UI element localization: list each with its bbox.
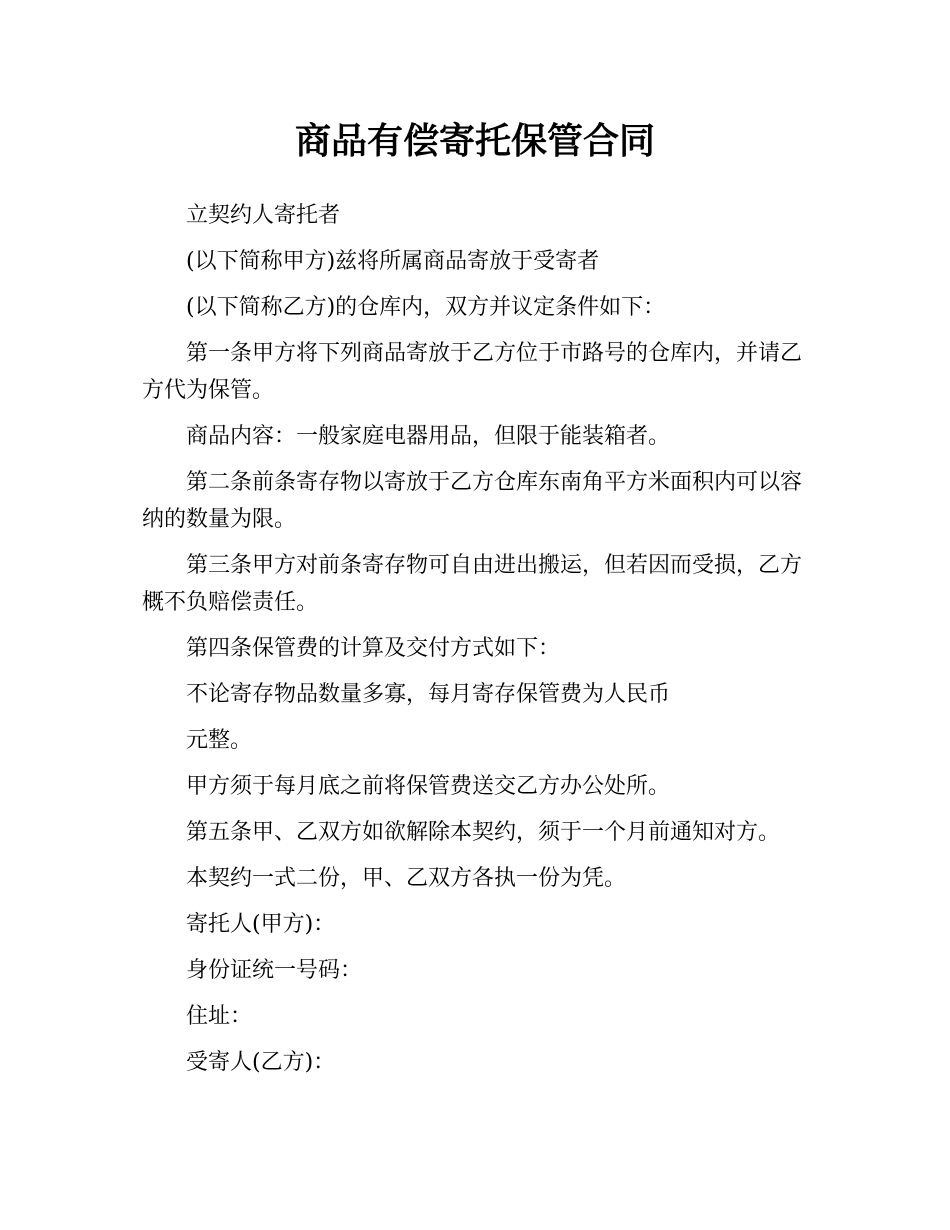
copies-clause: 本契约一式二份，甲、乙双方各执一份为凭。 — [186, 866, 627, 891]
storage-fee: 不论寄存物品数量多寡，每月寄存保管费为人民币 — [186, 682, 671, 707]
goods-content: 商品内容：一般家庭电器用品，但限于能装箱者。 — [186, 424, 671, 449]
article-2: 第二条前条寄存物以寄放于乙方仓库东南角平方米面积内可以容纳的数量为限。 — [142, 470, 803, 532]
article-3: 第三条甲方对前条寄存物可自由进出搬运，但若因而受损，乙方概不负赔偿责任。 — [142, 553, 803, 615]
article-5: 第五条甲、乙双方如欲解除本契约，须于一个月前通知对方。 — [186, 820, 781, 845]
signature-id-number: 身份证统一号码： — [186, 958, 363, 983]
document-title: 商品有偿寄托保管合同 — [294, 121, 655, 162]
paragraph-party-a-abbrev: (以下简称甲方)兹将所属商品寄放于受寄者 — [186, 249, 600, 274]
article-4: 第四条保管费的计算及交付方式如下： — [186, 636, 561, 661]
signature-address: 住址： — [186, 1004, 253, 1029]
document-body — [142, 197, 814, 1090]
signature-party-a: 寄托人(甲方)： — [186, 912, 336, 937]
paragraph-party-b-abbrev: (以下简称乙方)的仓库内，双方并议定条件如下： — [186, 295, 666, 320]
article-1: 第一条甲方将下列商品寄放于乙方位于市路号的仓库内，并请乙方代为保管。 — [142, 341, 803, 403]
paragraph-party-a-intro: 立契约人寄托者 — [186, 203, 341, 228]
payment-deadline: 甲方须于每月底之前将保管费送交乙方办公处所。 — [186, 774, 671, 799]
signature-party-b: 受寄人(乙方)： — [186, 1050, 336, 1075]
storage-fee-unit: 元整。 — [186, 728, 253, 753]
